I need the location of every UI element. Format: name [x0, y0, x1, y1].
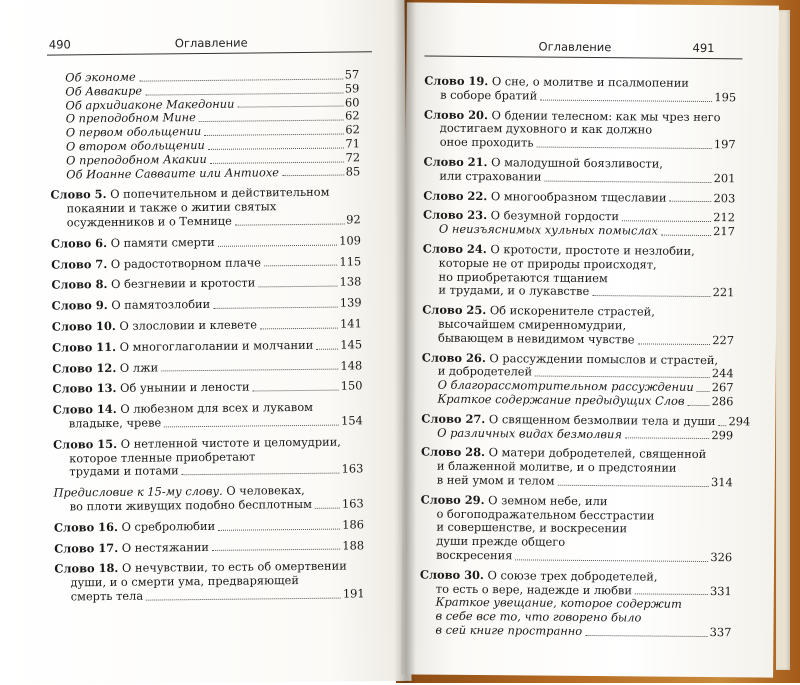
toc-page-number: 337 — [709, 624, 732, 640]
right-page — [401, 2, 779, 677]
toc-entry-text: и трудами, и о лукавстве — [438, 283, 590, 299]
toc-entry-text: О радостотворном плаче — [107, 254, 262, 271]
left-toc-list — [49, 68, 365, 604]
toc-page-number: 186 — [342, 517, 364, 532]
right-toc-list — [419, 73, 751, 640]
toc-entry-label: Слово 5. — [50, 187, 107, 202]
dot-leader — [161, 369, 338, 372]
toc-entry — [422, 304, 734, 348]
toc-page-number: 227 — [712, 332, 735, 348]
toc-entry-text: О попечительном и действительном — [106, 185, 330, 202]
toc-entry-text: О земном небе, или — [484, 492, 608, 508]
toc-entry-text: О благорассмотрительном рассуждении — [437, 377, 694, 395]
toc-page-number: 115 — [339, 253, 362, 269]
toc-page-number: 294 — [728, 413, 751, 429]
toc-entry-text: Краткое содержание предыдущих Слов — [437, 391, 685, 408]
toc-entry-label: Слово 8. — [51, 277, 108, 292]
toc-entry-text: высочайшем смиренномудрии, — [438, 316, 627, 333]
toc-entry-label: Слово 7. — [51, 256, 108, 272]
toc-page-number: 57 — [344, 67, 360, 82]
toc-entry-label: Слово 11. — [51, 339, 117, 355]
toc-entry-text: в себе все то, что говорено было — [435, 608, 642, 625]
toc-entry — [422, 243, 734, 301]
dot-leader — [688, 405, 710, 406]
toc-entry-text: души, и о смерти ума, предваряющей — [70, 573, 299, 590]
toc-entry-text: и блаженной молитве, и о предстоянии — [436, 458, 677, 475]
toc-entry-text: Об Иоанне Савваите или Антиохе — [66, 164, 280, 182]
dot-leader — [718, 425, 726, 426]
dot-leader — [208, 147, 344, 149]
dot-leader — [544, 180, 711, 182]
toc-page-number: 188 — [342, 537, 365, 553]
toc-page-number: 141 — [339, 316, 362, 331]
toc-entry-text: О человеках, — [222, 483, 305, 498]
toc-entry-label: Слово 16. — [53, 519, 119, 535]
toc-entry-text: О священном безмолвии тела и души — [485, 411, 716, 428]
toc-entry-text: трудами и потами — [69, 463, 179, 479]
toc-entry — [419, 596, 731, 640]
toc-entry-text: Об Аввакире — [65, 83, 143, 99]
toc-entry-text: О неизъяснимых хульных помыслах — [438, 221, 658, 238]
toc-entry — [53, 435, 363, 480]
toc-entry-text: О бдении телесном: как мы чрез него — [487, 107, 721, 124]
toc-entry-text: покаянии и также о житии святых — [66, 199, 277, 216]
toc-page-number: 92 — [346, 212, 361, 227]
toc-page-number: 267 — [711, 380, 734, 395]
toc-page-number: 109 — [339, 233, 362, 248]
toc-entry-text: О безгневии и кротости — [107, 275, 256, 292]
toc-page-number: 163 — [341, 461, 364, 476]
dot-leader — [622, 220, 711, 222]
toc-entry-text: и добродетелей — [437, 364, 533, 379]
toc-page-number: 195 — [714, 89, 737, 105]
toc-entry-label: Слово 10. — [51, 318, 116, 334]
toc-entry-label: Слово 30. — [419, 567, 485, 582]
toc-entry-label: Слово 21. — [423, 154, 488, 170]
dot-leader — [282, 175, 344, 177]
toc-entry-label: Слово 28. — [420, 444, 486, 460]
toc-entry-text: О многообразном тщеславии — [487, 188, 667, 205]
toc-entry — [420, 493, 733, 565]
toc-entry-text: но приобретаются тщанием — [438, 269, 608, 285]
toc-entry — [51, 255, 361, 272]
dot-leader — [213, 307, 338, 309]
toc-entry-text: О сне, о молитве и псалмопении — [488, 74, 689, 90]
toc-entry — [421, 392, 733, 409]
toc-entry-text: О втором обольщении — [65, 137, 205, 154]
toc-entry-text: о богоподражательном бесстрастии — [436, 506, 655, 523]
toc-entry-text: оное проходить — [439, 134, 534, 150]
left-header-rule — [47, 51, 372, 55]
toc-page-number: 62 — [345, 122, 360, 137]
dot-leader — [199, 120, 343, 123]
toc-entry-text: О любезном для всех и лукавом — [116, 400, 314, 417]
dot-leader — [164, 424, 339, 427]
toc-entry — [52, 297, 362, 314]
toc-entry-text: О кротости, простоте и незлобии, — [486, 242, 695, 258]
toc-entry-text: О первом обольщении — [65, 124, 202, 140]
dot-leader — [218, 528, 340, 530]
dot-leader — [260, 327, 338, 329]
dot-leader — [670, 201, 712, 202]
toc-entry-label: Слово 27. — [421, 411, 486, 426]
toc-page-number: 212 — [713, 210, 736, 225]
dot-leader — [540, 99, 712, 102]
toc-page-number: 163 — [341, 496, 364, 511]
toc-entry-text: бывающем в невидимом чувстве — [437, 330, 635, 347]
toc-entry-label: Слово 14. — [52, 402, 117, 417]
toc-entry — [52, 338, 362, 355]
toc-entry — [51, 234, 361, 251]
dot-leader — [204, 134, 343, 136]
dot-leader — [637, 343, 710, 345]
toc-page-number: 138 — [339, 274, 362, 289]
dot-leader — [210, 161, 344, 163]
toc-entry-text: О лжи — [116, 360, 159, 375]
dot-leader — [182, 473, 340, 476]
toc-entry-label: Слово 26. — [421, 350, 486, 365]
toc-page-number: 201 — [713, 170, 736, 186]
toc-page-number: 331 — [710, 583, 732, 598]
toc-entry-text: во плоти живущих подобно бесплотным — [69, 496, 313, 514]
dot-leader — [625, 438, 710, 440]
toc-entry — [54, 539, 364, 556]
toc-entry — [423, 189, 735, 206]
toc-entry-text: О нечувствии, то есть об омертвении — [118, 558, 347, 576]
dot-leader — [139, 78, 343, 81]
toc-entry — [54, 560, 364, 605]
toc-entry-text: в сей книге пространно — [435, 622, 583, 638]
dot-leader — [592, 295, 710, 297]
toc-page-number: 314 — [710, 474, 733, 490]
toc-entry-text: О безумной гордости — [487, 208, 620, 224]
toc-entry-label: Слово 22. — [423, 188, 488, 203]
toc-entry-text: О нетленной чистоте и целомудрии, — [116, 434, 341, 451]
toc-entry — [53, 400, 363, 431]
toc-page-number: 62 — [345, 108, 360, 123]
dot-leader — [515, 559, 708, 562]
dot-leader — [635, 594, 708, 596]
toc-entry-label: Слово 20. — [423, 107, 489, 122]
toc-entry-label: Слово 9. — [51, 298, 108, 313]
toc-entry-label: Слово 29. — [420, 492, 485, 507]
toc-page-number: 217 — [713, 224, 736, 239]
toc-entry-text: О преподобном Мине — [65, 110, 196, 126]
toc-entry-text: О сребролюбии — [117, 518, 216, 534]
toc-entry-text: владыке, чреве — [68, 415, 162, 431]
toc-page-number: 59 — [344, 81, 360, 96]
toc-page-number: 203 — [713, 190, 736, 205]
toc-entry — [50, 186, 360, 231]
dot-leader — [697, 391, 710, 392]
dot-leader — [316, 348, 338, 349]
toc-entry-text: в ней умом и телом — [436, 472, 555, 488]
right-page-number: 491 — [692, 40, 715, 56]
toc-page-number: 148 — [340, 357, 363, 373]
toc-entry — [421, 446, 733, 490]
toc-entry-text: осужденников и о Темнице — [66, 213, 232, 230]
toc-entry-text: воскресения — [436, 547, 513, 563]
toc-entry — [421, 426, 733, 443]
dot-leader — [557, 484, 709, 486]
dot-leader — [535, 376, 710, 379]
toc-entry-text: достигаем духовного и как должно — [439, 121, 653, 137]
toc-entry-text: О памяти смерти — [106, 234, 215, 250]
toc-page-number: 286 — [711, 394, 734, 409]
toc-page-number: 85 — [345, 163, 361, 179]
dot-leader — [218, 244, 337, 246]
page-edges — [776, 10, 790, 670]
toc-entry — [422, 351, 734, 381]
toc-entry-text: О многоглаголании и молчании — [115, 337, 314, 354]
toc-entry — [50, 165, 360, 182]
toc-page-number: 191 — [342, 586, 365, 601]
dot-leader — [253, 390, 339, 392]
toc-page-number: 197 — [713, 137, 736, 152]
toc-page-number: 326 — [710, 549, 733, 565]
toc-entry-label: Слово 19. — [424, 73, 489, 89]
dot-leader — [145, 92, 343, 95]
dot-leader — [212, 549, 340, 551]
toc-entry-text: О различных видах безмолвия — [437, 425, 622, 441]
toc-entry-label: Слово 13. — [52, 381, 117, 396]
toc-entry-text: О памятозлобии — [107, 297, 211, 313]
toc-page-number: 154 — [341, 413, 363, 428]
toc-entry-text: Об унынии и лености — [116, 379, 250, 396]
toc-page-number: 299 — [711, 427, 734, 442]
dot-leader — [536, 147, 711, 150]
toc-entry-text: О матери добродетелей, священной — [484, 445, 707, 462]
toc-entry-text: души прежде общего — [436, 533, 566, 549]
left-page-number: 490 — [48, 37, 71, 52]
dot-leader — [237, 106, 343, 108]
dot-leader — [585, 635, 708, 637]
toc-entry-label: Слово 25. — [422, 302, 487, 318]
toc-entry — [54, 483, 364, 514]
toc-entry-label: Слово 6. — [50, 235, 108, 251]
right-header-rule — [424, 56, 742, 60]
toc-entry-label: Слово 12. — [52, 360, 117, 376]
dot-leader — [315, 507, 340, 508]
toc-entry-text: О злословии и клевете — [115, 317, 257, 333]
toc-page-number: 72 — [345, 150, 361, 165]
toc-entry — [423, 156, 735, 186]
toc-page-number: 139 — [339, 295, 362, 310]
toc-page-number: 221 — [712, 285, 735, 300]
toc-entry-text: О преподобном Акакии — [66, 151, 207, 168]
toc-entry — [52, 380, 362, 397]
toc-entry-text: то есть о вере, надежде и любви — [435, 581, 633, 597]
toc-entry-text: Краткое увещание, которое содержит — [435, 594, 682, 612]
dot-leader — [258, 286, 337, 288]
dot-leader — [661, 235, 711, 236]
toc-entry-text: которые не от природы происходят, — [438, 255, 657, 272]
toc-entry-text: Предисловие к 15-му слову. — [53, 483, 223, 500]
toc-entry — [51, 276, 361, 293]
toc-entry-text: в соборе братий — [440, 87, 538, 103]
toc-page-number: 145 — [340, 337, 363, 352]
toc-entry — [52, 359, 362, 376]
dot-leader — [235, 223, 344, 225]
toc-entry-label: Слово 17. — [54, 540, 119, 556]
toc-entry-text: Об экономе — [65, 69, 136, 85]
toc-entry — [423, 223, 735, 240]
toc-entry — [52, 317, 362, 334]
toc-entry — [424, 75, 736, 105]
toc-entry-text: О рассуждении помыслов и страстей, — [485, 350, 719, 367]
dot-leader — [264, 265, 337, 267]
toc-entry-label: Слово 23. — [423, 207, 488, 223]
toc-page-number: 244 — [711, 366, 734, 381]
right-page-header: Оглавление — [538, 39, 612, 55]
toc-page-number: 150 — [340, 378, 363, 393]
toc-entry-text: О союзе трех добродетелей, — [483, 567, 658, 584]
toc-entry-text: О малодушной боязливости, — [487, 155, 664, 171]
toc-page-number: 71 — [345, 136, 361, 151]
toc-entry-text: Об архидиаконе Македонии — [65, 96, 235, 113]
toc-entry-text: Об искоренителе страстей, — [486, 303, 655, 319]
toc-entry-label: Слово 18. — [54, 561, 119, 576]
toc-entry-text: смерть тела — [70, 588, 144, 604]
toc-entry-label: Слово 24. — [422, 241, 487, 257]
toc-entry-label: Слово 15. — [52, 436, 118, 452]
toc-entry-text: и совершенстве, и воскресении — [436, 519, 628, 536]
toc-page-number: 60 — [344, 94, 360, 110]
toc-entry — [420, 568, 732, 598]
toc-entry-text: которое тленные приобретают — [69, 449, 256, 465]
toc-entry — [424, 108, 736, 152]
toc-entry-text: или страховании — [439, 168, 542, 184]
left-page-header: Оглавление — [174, 35, 248, 51]
dot-leader — [146, 597, 341, 600]
toc-entry-text: О нестяжании — [118, 539, 210, 555]
toc-entry — [54, 518, 364, 535]
